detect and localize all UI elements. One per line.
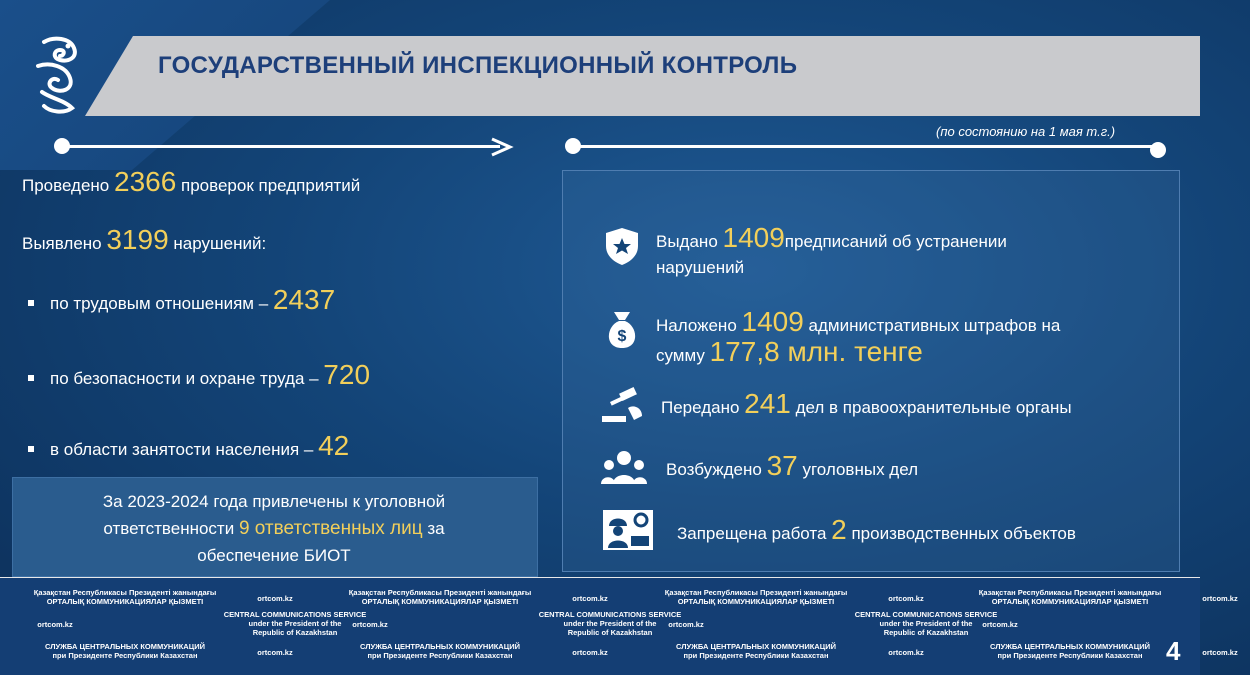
biot-text xyxy=(12,488,536,569)
footer-site: ortcom.kz xyxy=(257,648,293,657)
biot-line-2: ответственности 9 ответственных лиц за xyxy=(103,518,445,539)
timeline-left-line xyxy=(62,145,500,148)
footer-en-text: CENTRAL COMMUNICATIONS SERVICE under the President of the Republic of Kazakhstan xyxy=(854,610,998,637)
biot-line-1: За 2023-2024 года привлечены к уголовной xyxy=(102,492,446,511)
footer-kz-text: Қазақстан Республикасы Президенті жанындағы ОРТАЛЫҚ КОММУНИКАЦИЯЛАР ҚЫЗМЕТІ xyxy=(348,588,532,606)
footer-kz-text: Қазақстан Республикасы Президенті жанындағы ОРТАЛЫҚ КОММУНИКАЦИЯЛАР ҚЫЗМЕТІ xyxy=(978,588,1162,606)
item-banned-facilities: Запрещена работа 2 производственных объектов xyxy=(677,514,1076,545)
bullet-safety-text: по безопасности и охране труда – xyxy=(50,369,324,388)
bullet-safety-number: 720 xyxy=(323,359,371,390)
footer-ru-text: СЛУЖБА ЦЕНТРАЛЬНЫХ КОММУНИКАЦИЙ при Президенте Республики Казахстан xyxy=(989,642,1150,660)
violations-suffix: нарушений: xyxy=(168,234,267,253)
bullet-labor xyxy=(50,284,335,316)
shield-star-icon xyxy=(602,226,648,266)
footer-site: ortcom.kz xyxy=(572,648,608,657)
footer-kz-text: Қазақстан Республикасы Президенті жанындағы ОРТАЛЫҚ КОММУНИКАЦИЯЛАР ҚЫЗМЕТІ xyxy=(664,588,848,606)
violations-label: Выявлено xyxy=(22,234,107,253)
footer-ru-text: СЛУЖБА ЦЕНТРАЛЬНЫХ КОММУНИКАЦИЙ при Президенте Республики Казахстан xyxy=(44,642,205,660)
timeline-right-line xyxy=(573,145,1158,148)
footer-en-text: CENTRAL COMMUNICATIONS SERVICE under the President of the Republic of Kazakhstan xyxy=(538,610,682,637)
item-fines: Наложено 1409 административных штрафов на xyxy=(656,306,1061,337)
footer-site: ortcom.kz xyxy=(572,594,608,603)
item-cases-transferred: Передано 241 дел в правоохранительные органы xyxy=(661,388,1072,419)
violations-count xyxy=(22,224,266,256)
footer-ru-text: СЛУЖБА ЦЕНТРАЛЬНЫХ КОММУНИКАЦИЙ при Президенте Республики Казахстан xyxy=(675,642,836,660)
gavel-icon xyxy=(600,386,646,426)
svg-text:$: $ xyxy=(617,328,627,345)
banned-facilities-number: 2 xyxy=(831,514,847,545)
footer-site: ortcom.kz xyxy=(888,594,924,603)
bullet-employment-number: 42 xyxy=(318,430,350,461)
footer-en-text: CENTRAL COMMUNICATIONS SERVICE under the President of the Republic of Kazakhstan xyxy=(223,610,367,637)
footer-site: ortcom.kz xyxy=(982,620,1018,629)
footer-site: ortcom.kz xyxy=(1202,594,1238,603)
prescriptions-number: 1409 xyxy=(722,222,785,253)
footer-site: ortcom.kz xyxy=(1202,648,1238,657)
footer-site: ortcom.kz xyxy=(37,620,73,629)
cases-transferred-number: 241 xyxy=(744,388,791,419)
bullet-employment-text: в области занятости населения – xyxy=(50,440,319,459)
date-note: (по состоянию на 1 мая т.г.) xyxy=(936,124,1116,139)
inspections-label: Проведено xyxy=(22,176,114,195)
page-number: 4 xyxy=(1166,636,1181,666)
item-prescriptions-line2: нарушений xyxy=(656,258,745,277)
footer-site: ortcom.kz xyxy=(352,620,388,629)
item-fines-line2: сумму 177,8 млн. тенге xyxy=(656,336,923,367)
footer-ru-text: СЛУЖБА ЦЕНТРАЛЬНЫХ КОММУНИКАЦИЙ при Президенте Республики Казахстан xyxy=(359,642,520,660)
bullet-marker xyxy=(28,375,34,381)
page-title: ГОСУДАРСТВЕННЫЙ ИНСПЕКЦИОННЫЙ КОНТРОЛЬ xyxy=(158,52,798,79)
fines-amount: 177,8 млн. тенге xyxy=(709,336,923,367)
money-bag-icon xyxy=(600,310,646,350)
timeline-end-dot xyxy=(1150,142,1166,158)
footer-kz-text: Қазақстан Республикасы Президенті жанындағы ОРТАЛЫҚ КОММУНИКАЦИЯЛАР ҚЫЗМЕТІ xyxy=(33,588,217,606)
biot-line-3: обеспечение БИОТ xyxy=(197,546,351,565)
bullet-safety xyxy=(50,359,370,391)
item-prescriptions: Выдано 1409предписаний об устранении xyxy=(656,222,1007,253)
bullet-labor-text: по трудовым отношениям – xyxy=(50,294,273,313)
fines-number: 1409 xyxy=(741,306,804,337)
bullet-employment xyxy=(50,430,349,462)
violations-number: 3199 xyxy=(106,224,169,255)
bullet-marker xyxy=(28,446,34,452)
inspections-number: 2366 xyxy=(114,166,177,197)
item-criminal-cases: Возбуждено 37 уголовных дел xyxy=(666,450,919,481)
biot-highlight: 9 ответственных лиц xyxy=(238,518,423,539)
footer-site: ortcom.kz xyxy=(668,620,704,629)
criminal-cases-number: 37 xyxy=(766,450,798,481)
worker-icon xyxy=(603,510,653,550)
footer-site: ortcom.kz xyxy=(888,648,924,657)
inspections-count xyxy=(22,166,360,198)
arrow-right-icon xyxy=(490,137,512,157)
inspections-suffix: проверок предприятий xyxy=(176,176,361,195)
bullet-labor-number: 2437 xyxy=(272,284,336,315)
snow-leopard-logo-icon xyxy=(30,36,82,116)
bullet-marker xyxy=(28,300,34,306)
people-icon xyxy=(601,448,647,488)
footer-site: ortcom.kz xyxy=(257,594,293,603)
